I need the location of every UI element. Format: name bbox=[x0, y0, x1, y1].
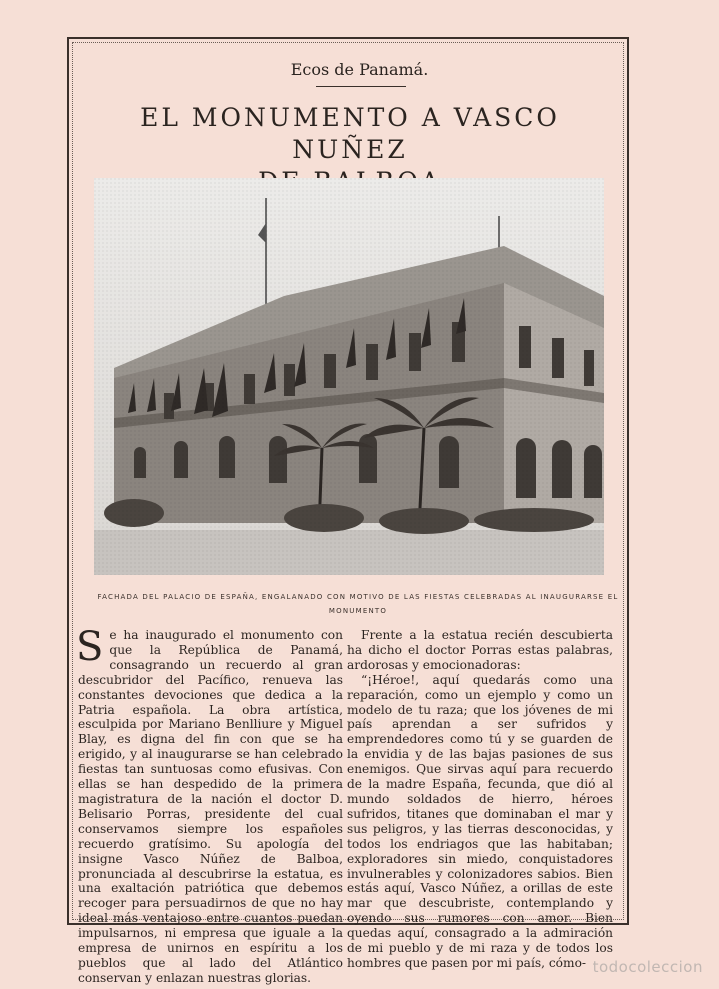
photo-caption: FACHADA DEL PALACIO DE ESPAÑA, ENGALANADO CON MOTIVO DE LAS FIESTAS CELEBRADAS AL INAUGURARSE EL MONUMENTO bbox=[97, 593, 619, 615]
drop-cap: S bbox=[76, 624, 104, 670]
kicker-divider bbox=[316, 86, 406, 87]
article-column-left bbox=[76, 624, 343, 986]
article-column-right bbox=[347, 628, 613, 971]
column-left-text: e ha inaugurado el monumento con que la República de Panamá, consagrando un recuerdo al gran descubridor del Pacífico, renueva las constantes devociones que dedica a la Patria española. La obra artística, esculpida por Mariano Benlliure y Miguel Blay, es digna del fin con que se ha erigido, y al inaugurarse se han celebrado fiestas tan suntuosas como efusivas. Con ellas se han despedido de la primera magistratura de la nación el doctor D. Belisario Porras, presidente del cual conservamos siempre los españoles recuerdo gratísimo. Su apología del insigne Vasco Núñez de Balboa, pronunciada al descubrirse la estatua, es una exaltación patriótica que debemos recoger para persuadirnos de que no hay ideal más ventajoso entre cuantos puedan impulsarnos, ni empresa que iguale a la empresa de unirnos en espíritu a los pueblos que al lado del Atlántico conservan y enlazan nuestras glorias. bbox=[78, 628, 343, 985]
palace-photo bbox=[94, 178, 604, 575]
column-right-paragraph-1: Frente a la estatua recién descubierta ha dicho el doctor Porras estas palabras, ardorosas y emocionadoras: bbox=[347, 628, 613, 672]
section-kicker: Ecos de Panamá. bbox=[290, 60, 429, 79]
column-left-paragraph bbox=[76, 624, 343, 986]
title-line-1: EL MONUMENTO A VASCO NUÑEZ bbox=[140, 103, 560, 164]
watermark-logo: todocoleccion bbox=[592, 958, 703, 976]
palace-illustration bbox=[94, 178, 604, 575]
column-right-paragraph-2: “¡Héroe!, aquí quedarás como una reparación, como un ejemplo y como un modelo de tu raza; que los jóvenes de mi país aprendan a ser sufridos y emprendedores como tú y se guarden de la envidia y de las bajas pasiones de sus enemigos. Que sirvas aquí para recuerdo de la madre España, fecunda, que dió al mundo soldados de hierro, héroes sufridos, titanes que dominaban el mar y sus peligros, y las tierras desconocidas, y todos los endriagos que las habitaban; exploradores sin miedo, conquistadores invulnerables y colonizadores sabios. Bien estás aquí, Vasco Núñez, a orillas de este mar que descubriste, contemplando y oyendo sus rumores con amor. Bien quedas aquí, consagrado a la admiración de mi pueblo y de mi raza y de todos los hombres que pasen por mi país, cómo- bbox=[347, 672, 613, 970]
